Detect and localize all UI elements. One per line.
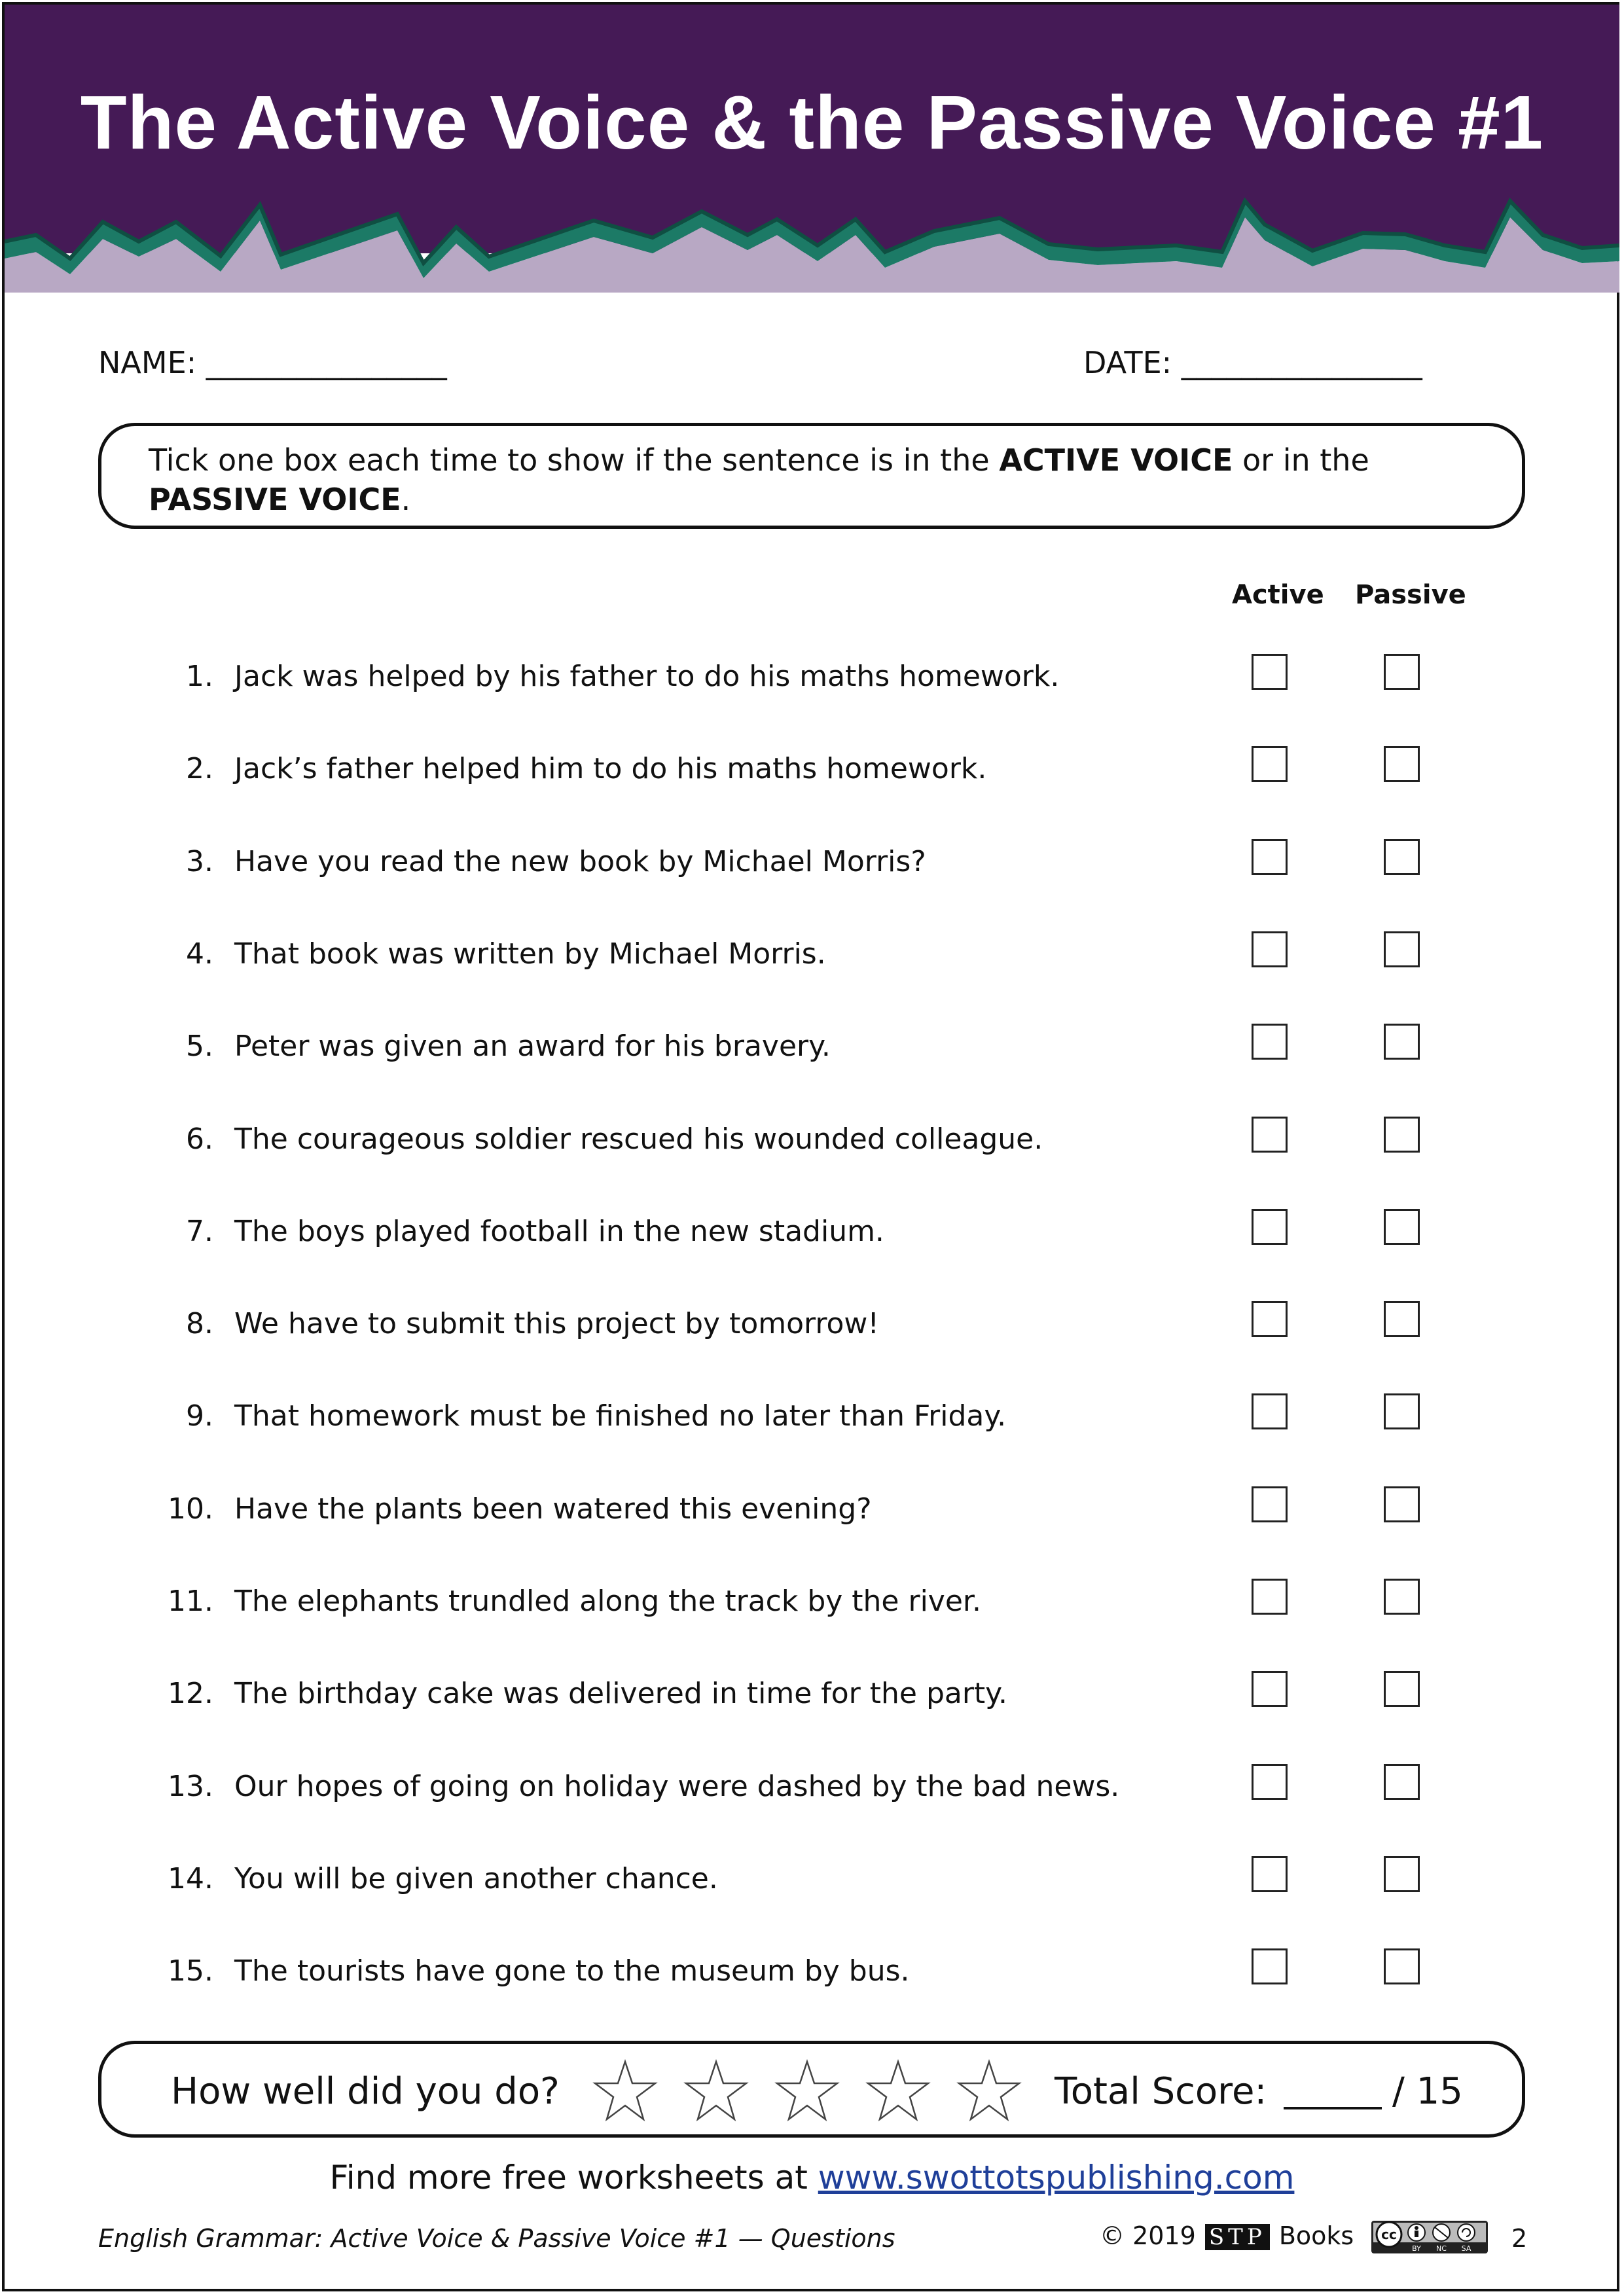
active-checkbox[interactable] [1252,1579,1288,1615]
question-text: The boys played football in the new stadium. [234,1215,884,1248]
question-text: That homework must be finished no later than Friday. [234,1399,1007,1433]
promo-link[interactable]: www.swottotspublishing.com [818,2159,1295,2197]
question-number: 7. [186,1215,213,1248]
total-score-input[interactable] [1284,2107,1382,2109]
column-header-active: Active [1232,580,1324,610]
question-row [0,1484,1624,1537]
svg-text:cc: cc [1381,2227,1397,2242]
question-text: Have the plants been watered this evening? [234,1492,872,1526]
active-checkbox[interactable] [1252,1948,1288,1984]
question-text: Our hopes of going on holiday were dashed by the bad news. [234,1770,1120,1803]
question-row [0,837,1624,889]
active-checkbox[interactable] [1252,1856,1288,1892]
question-number: 5. [186,1030,213,1063]
column-header-passive: Passive [1355,580,1466,610]
passive-checkbox[interactable] [1384,746,1420,782]
svg-text:SA: SA [1461,2244,1471,2253]
question-text: Jack was helped by his father to do his maths homework. [234,660,1060,693]
active-checkbox[interactable] [1252,1301,1288,1337]
question-row [0,1115,1624,1167]
question-text: That book was written by Michael Morris. [234,937,826,971]
question-text: The birthday cake was delivered in time for the party. [234,1677,1007,1710]
question-number: 11. [168,1585,213,1618]
question-text: Jack’s father helped him to do his maths homework. [234,752,987,785]
star-icon[interactable] [592,2058,658,2124]
question-number: 12. [168,1677,213,1710]
active-checkbox[interactable] [1252,1393,1288,1429]
date-field[interactable]: DATE: ________________ [1083,345,1422,380]
question-number: 1. [186,660,213,693]
promo-text: Find more free worksheets at [329,2159,818,2197]
instructions-active-voice: ACTIVE VOICE [999,442,1233,478]
question-text: Have you read the new book by Michael Morris? [234,845,926,878]
passive-checkbox[interactable] [1384,1393,1420,1429]
instructions-text-end: . [401,482,411,517]
star-icon[interactable] [774,2058,840,2124]
question-row [0,1577,1624,1629]
footer-books: Books [1278,2221,1354,2250]
question-number: 8. [186,1307,213,1340]
active-checkbox[interactable] [1252,1209,1288,1245]
active-checkbox[interactable] [1252,654,1288,690]
instructions-passive-voice: PASSIVE VOICE [149,482,401,517]
question-row [0,1854,1624,1907]
svg-text:BY: BY [1412,2244,1421,2253]
page-title: The Active Voice & the Passive Voice #1 [80,80,1544,165]
score-box [98,2041,1525,2138]
active-checkbox[interactable] [1252,931,1288,967]
passive-checkbox[interactable] [1384,1117,1420,1153]
question-text: We have to submit this project by tomorrow! [234,1307,880,1340]
star-icon[interactable] [683,2058,749,2124]
creative-commons-icon [1371,2220,1489,2254]
question-row [0,1762,1624,1814]
passive-checkbox[interactable] [1384,1209,1420,1245]
passive-checkbox[interactable] [1384,1671,1420,1707]
passive-checkbox[interactable] [1384,1856,1420,1892]
footer-copyright: © 2019 [1100,2221,1196,2250]
question-number: 15. [168,1954,213,1988]
question-row [0,1946,1624,1999]
promo-line [0,2159,1624,2197]
total-score-out-of: / 15 [1392,2070,1463,2113]
question-number: 14. [168,1862,213,1895]
active-checkbox[interactable] [1252,1486,1288,1522]
question-text: The tourists have gone to the museum by bus. [234,1954,910,1988]
active-checkbox[interactable] [1252,1671,1288,1707]
question-row [0,744,1624,797]
question-row [0,1022,1624,1074]
active-checkbox[interactable] [1252,839,1288,875]
passive-checkbox[interactable] [1384,1579,1420,1615]
passive-checkbox[interactable] [1384,1486,1420,1522]
active-checkbox[interactable] [1252,1764,1288,1800]
question-number: 9. [186,1399,213,1433]
active-checkbox[interactable] [1252,1117,1288,1153]
instructions-text: Tick one box each time to show if the sentence is in the [149,442,1000,478]
question-number: 13. [168,1770,213,1803]
passive-checkbox[interactable] [1384,931,1420,967]
total-score-label: Total Score: [1055,2070,1267,2113]
question-row [0,1207,1624,1259]
question-number: 2. [186,752,213,785]
score-prompt: How well did you do? [171,2070,560,2113]
footer-page-number: 2 [1511,2224,1528,2253]
active-checkbox[interactable] [1252,1024,1288,1060]
passive-checkbox[interactable] [1384,654,1420,690]
question-row [0,1669,1624,1721]
instructions-box [98,423,1525,529]
instructions-text-mid: or in the [1233,442,1369,478]
question-text: The courageous soldier rescued his wounded colleague. [234,1122,1043,1156]
active-checkbox[interactable] [1252,746,1288,782]
passive-checkbox[interactable] [1384,1024,1420,1060]
star-icon[interactable] [956,2058,1022,2124]
svg-text:NC: NC [1436,2244,1447,2253]
question-text: Peter was given an award for his bravery. [234,1030,831,1063]
footer-title: English Grammar: Active Voice & Passive Voice #1 — Questions [98,2224,895,2253]
passive-checkbox[interactable] [1384,839,1420,875]
question-number: 10. [168,1492,213,1526]
question-number: 6. [186,1122,213,1156]
stp-logo: STP [1205,2224,1270,2250]
question-row [0,652,1624,704]
question-row [0,929,1624,982]
passive-checkbox[interactable] [1384,1764,1420,1800]
name-field[interactable]: NAME: ________________ [98,345,447,380]
passive-checkbox[interactable] [1384,1948,1420,1984]
question-number: 3. [186,845,213,878]
question-number: 4. [186,937,213,971]
footer-credits [1100,2221,1528,2255]
passive-checkbox[interactable] [1384,1301,1420,1337]
question-text: The elephants trundled along the track by the river. [234,1585,981,1618]
star-icon[interactable] [865,2058,931,2124]
question-text: You will be given another chance. [234,1862,718,1895]
question-row [0,1391,1624,1444]
question-row [0,1299,1624,1352]
